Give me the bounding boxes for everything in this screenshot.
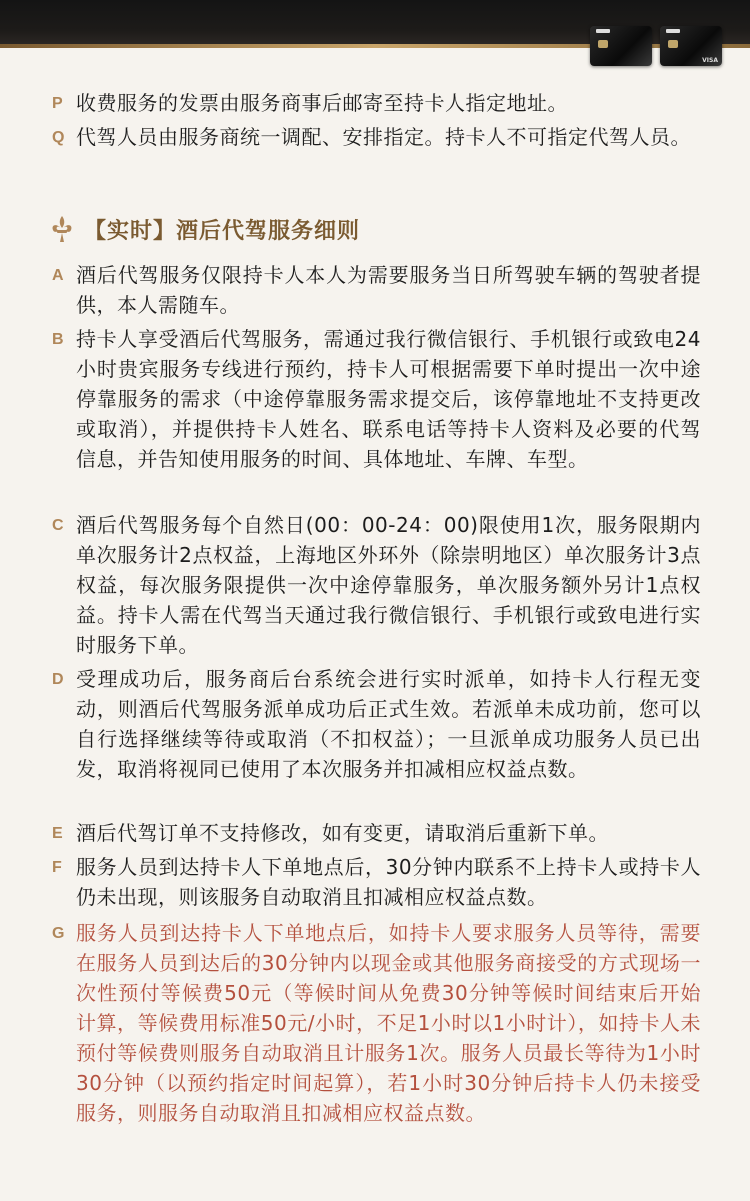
card-network-label: VISA [702,57,718,64]
item-letter: Q [52,129,65,146]
section-header [50,212,360,246]
item-letter: P [52,95,64,112]
card-images [590,26,722,66]
item-text: 持卡人享受酒后代驾服务，需通过我行微信银行、手机银行或致电24小时贵宾服务专线进行预约，持卡人可根据需要下单时提出一次中途停靠服务的需求（中途停靠服务需求提交后，该停靠地址不支持更改或取消），并提供持卡人姓名、联系电话等持卡人资料及必要的代驾信息，并告知使用服务的时间、具体地址、车牌、车型。 [76,327,701,471]
bank-logo-icon [596,29,610,33]
item-letter: D [52,671,65,688]
section-title: 【实时】酒后代驾服务细则 [84,218,361,244]
item-text: 受理成功后，服务商后台系统会进行实时派单，如持卡人行程无变动，则酒后代驾服务派单成功后正式生效。若派单未成功前，您可以自行选择继续等待或取消（不扣权益）；一旦派单成功服务人员已出发，取消将视同已使用了本次服务并扣减相应权益点数。 [76,667,701,781]
item-letter: F [52,859,63,876]
item-letter: A [52,267,65,284]
credit-card-image [590,26,652,66]
fleur-de-lis-icon [50,215,74,243]
item-text: 酒后代驾服务仅限持卡人本人为需要服务当日所驾驶车辆的驾驶者提供，本人需随车。 [76,263,701,317]
item-text: 服务人员到达持卡人下单地点后，30分钟内联系不上持卡人或持卡人仍未出现，则该服务自动取消且扣减相应权益点数。 [76,855,701,909]
item-text: 酒后代驾订单不支持修改，如有变更，请取消后重新下单。 [76,821,609,845]
item-letter: E [52,825,64,842]
card-chip-icon [598,40,608,48]
item-letter: G [52,925,65,942]
item-text: 酒后代驾服务每个自然日(00：00-24：00)限使用1次，服务限期内单次服务计2点权益，上海地区外环外（除崇明地区）单次服务计3点权益，每次服务限提供一次中途停靠服务，单次服务额外另计1点权益。持卡人需在代驾当天通过我行微信银行、手机银行或致电进行实时服务下单。 [76,513,701,657]
item-text: 服务人员到达持卡人下单地点后，如持卡人要求服务人员等待，需要在服务人员到达后的30分钟内以现金或其他服务商接受的方式现场一次性预付等候费50元（等候时间从免费30分钟等候时间结束后开始计算，等候费用标准50元/小时，不足1小时以1小时计），如持卡人未预付等候费则服务自动取消且计服务1次。服务人员最长等待为1小时30分钟（以预约指定时间起算），若1小时30分钟后持卡人仍未接受服务，则服务自动取消且扣减相应权益点数。 [76,921,701,1125]
card-chip-icon [668,40,678,48]
item-letter: B [52,331,65,348]
credit-card-image [660,26,722,66]
item-letter: C [52,517,65,534]
item-text: 代驾人员由服务商统一调配、安排指定。持卡人不可指定代驾人员。 [76,125,691,149]
item-text: 收费服务的发票由服务商事后邮寄至持卡人指定地址。 [76,91,568,115]
bank-logo-icon [666,29,680,33]
